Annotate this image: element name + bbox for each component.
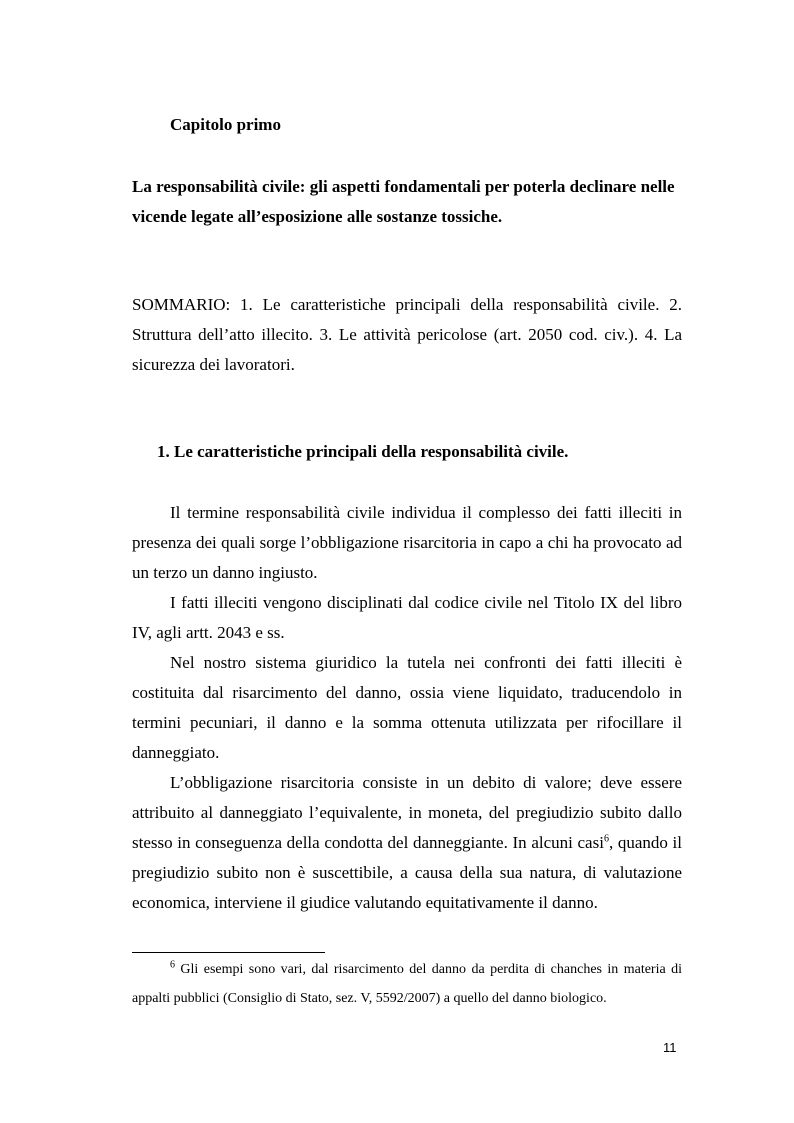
section-heading: 1. Le caratteristiche principali della responsabilità civile. <box>157 442 569 461</box>
paragraph <box>132 768 682 918</box>
footnote-divider <box>132 952 325 953</box>
footnote-number: 6 <box>170 959 175 971</box>
paragraph-text: , quando il pregiudizio subito non è suscettibile, a causa della sua natura, di valutazione economica, interviene il giudice valutando equitativamente il danno. <box>132 833 682 912</box>
paragraph: Nel nostro sistema giuridico la tutela nei confronti dei fatti illeciti è costituita dal risarcimento del danno, ossia viene liquidato, traducendolo in termini pecuniari, il danno e la somma ottenuta utilizzata per rifocillare il danneggiato. <box>132 653 682 762</box>
summary: SOMMARIO: 1. Le caratteristiche principali della responsabilità civile. 2. Struttura dell’atto illecito. 3. Le attività pericolose (art. 2050 cod. civ.). 4. La sicurezza dei lavoratori. <box>132 295 682 374</box>
page-number: 11 <box>663 1040 677 1055</box>
chapter-label: Capitolo primo <box>170 115 281 134</box>
footnote-text: Gli esempi sono vari, dal risarcimento del danno da perdita di chanches in materia di appalti pubblici (Consiglio di Stato, sez. V, 5592/2007) a quello del danno biologico. <box>132 962 682 1006</box>
paragraph: I fatti illeciti vengono disciplinati dal codice civile nel Titolo IX del libro IV, agli artt. 2043 e ss. <box>132 593 682 642</box>
footnote <box>132 955 682 1013</box>
footnote-reference: 6 <box>603 833 609 845</box>
body-text <box>132 498 682 918</box>
chapter-title: La responsabilità civile: gli aspetti fondamentali per poterla declinare nelle vicende legate all’esposizione alle sostanze tossiche. <box>132 177 675 226</box>
paragraph-text: L’obbligazione risarcitoria consiste in un debito di valore; deve essere attribuito al danneggiato l’equivalente, in moneta, del pregiudizio subito dallo stesso in conseguenza della condotta del danneggiante. In alcuni casi <box>132 773 682 852</box>
paragraph: Il termine responsabilità civile individua il complesso dei fatti illeciti in presenza dei quali sorge l’obbligazione risarcitoria in capo a chi ha provocato ad un terzo un danno ingiusto. <box>132 503 682 582</box>
